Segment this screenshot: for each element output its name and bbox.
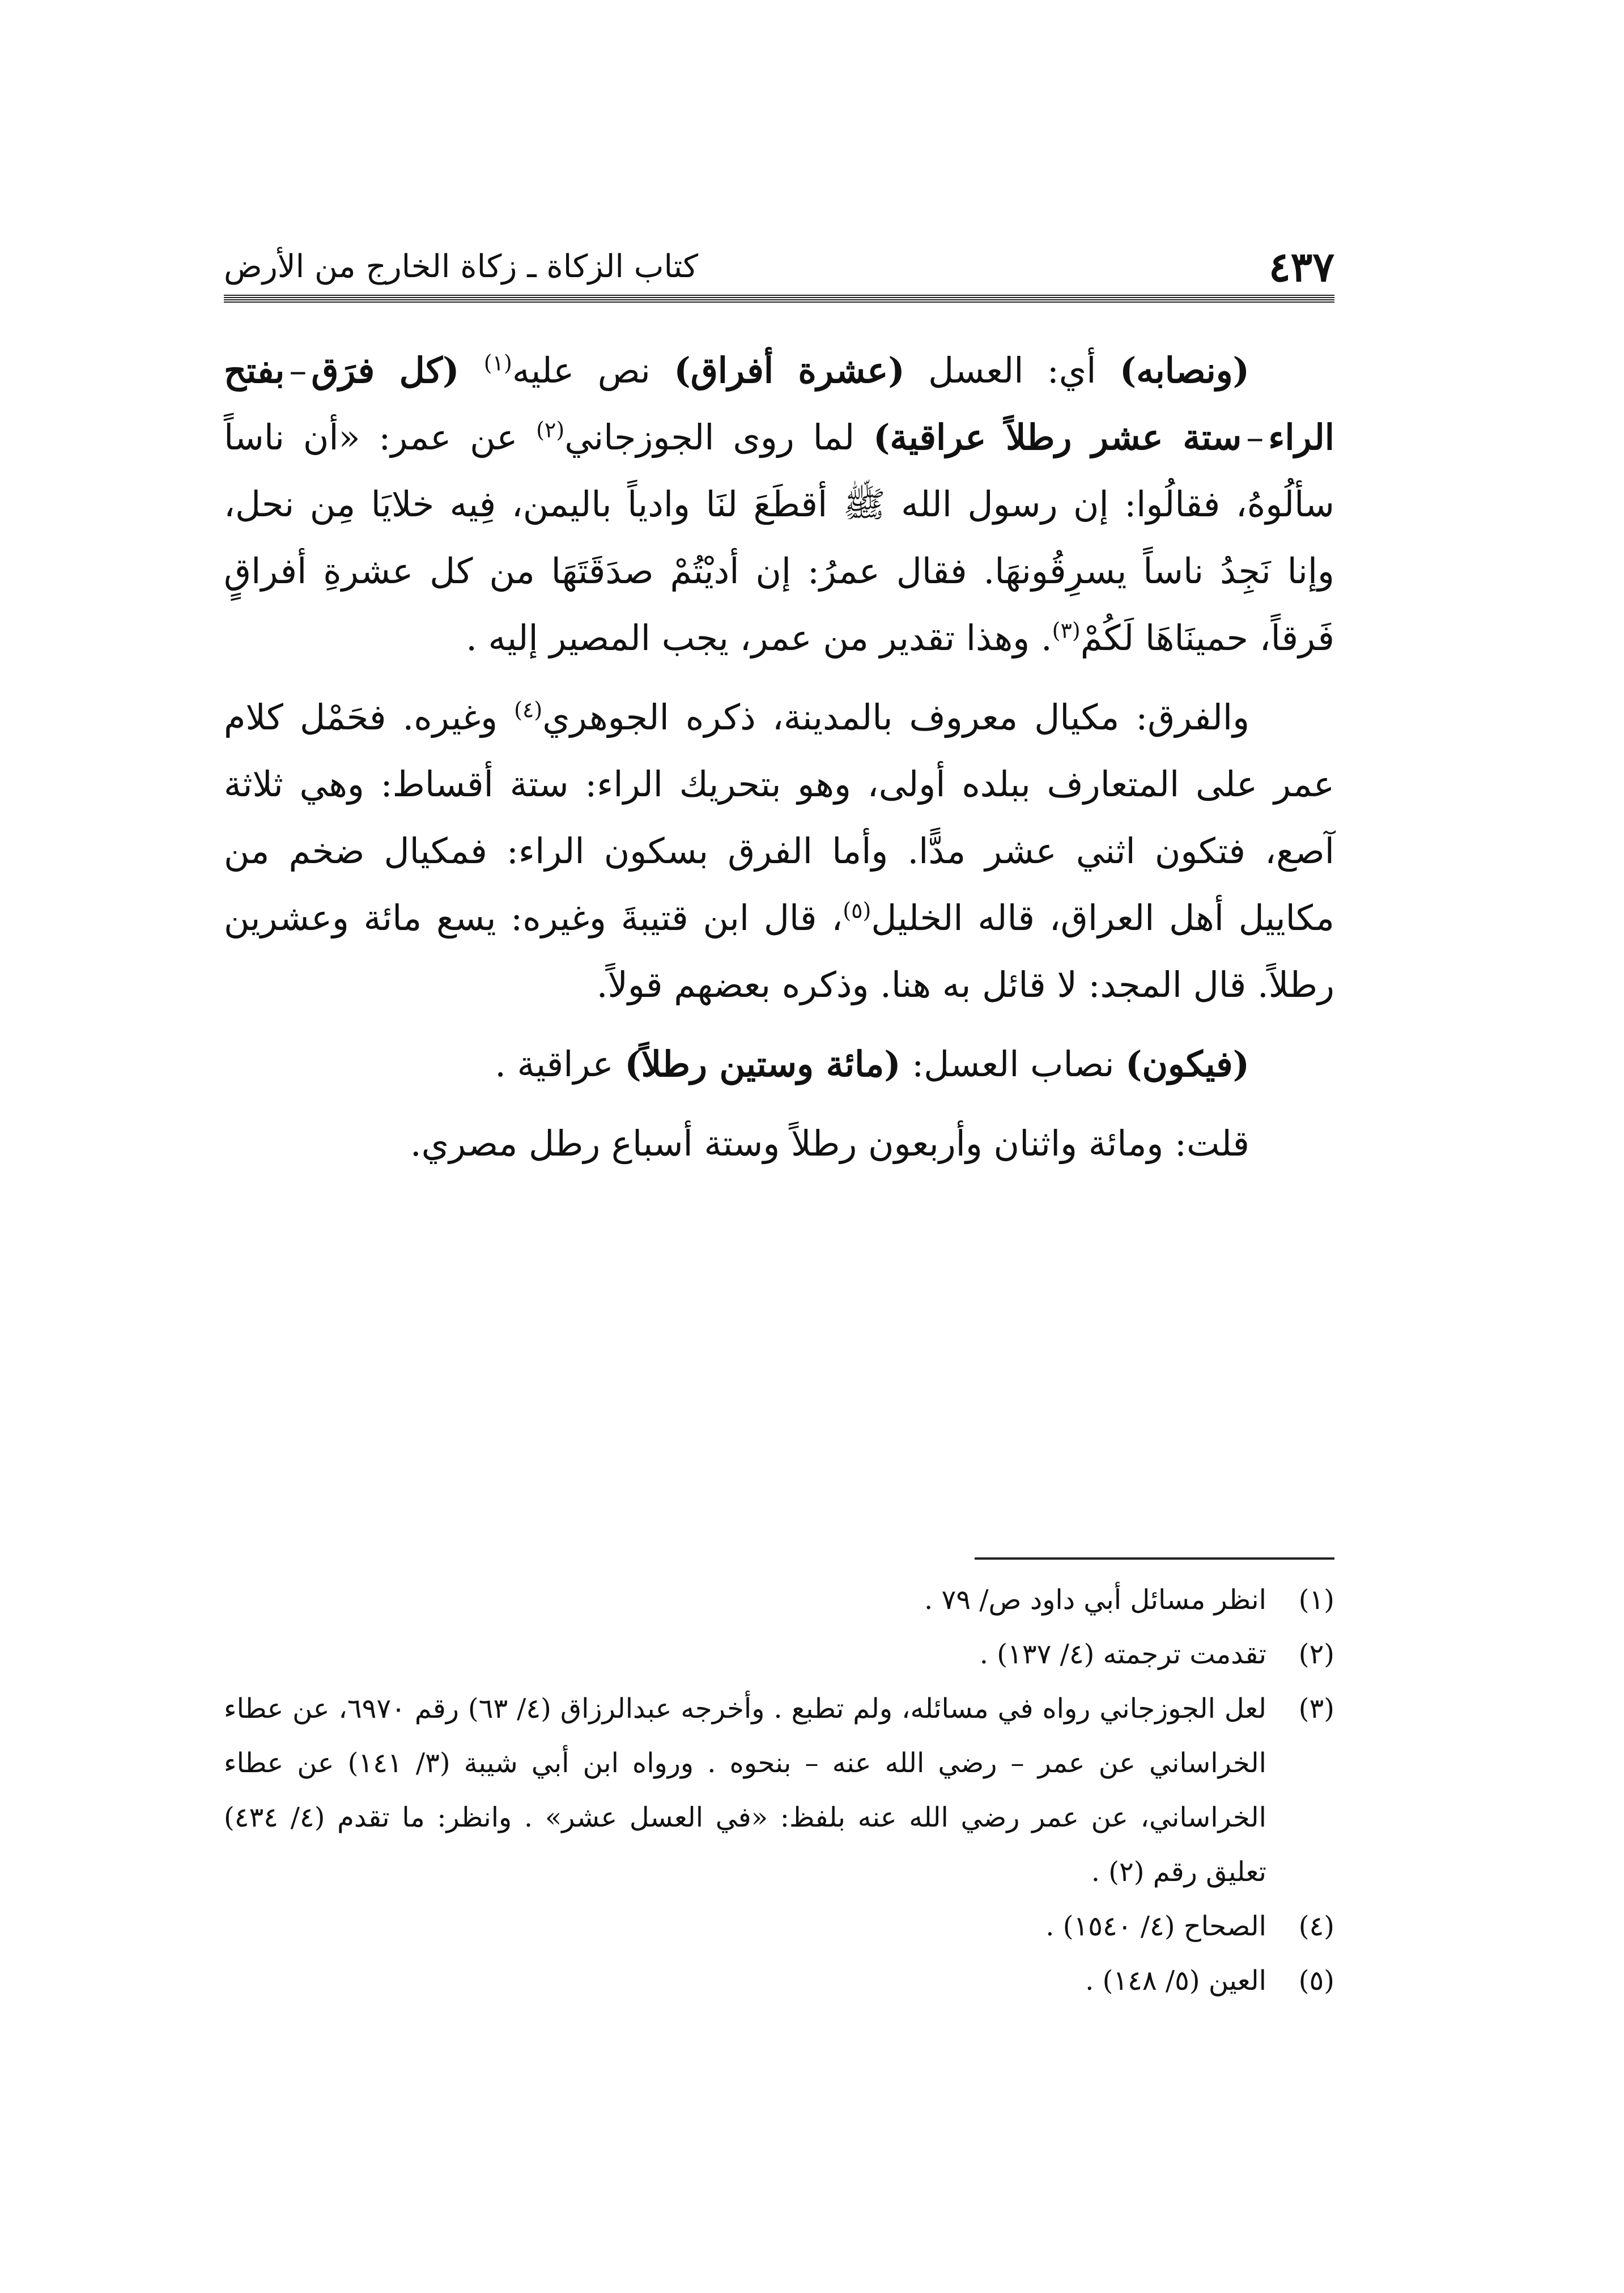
- text-run: نصاب العسل:: [900, 1043, 1126, 1085]
- footnote-number: (٥): [1298, 1965, 1334, 1997]
- footnote-text: لعل الجوزجاني رواه في مسائله، ولم تطبع . وأخرجه عبدالرزاق (٤/ ٦٣) رقم ٦٩٧٠، عن عطاء الخراساني عن عمر – رضي الله عنه – بنحوه . ورواه ابن أبي شيبة (٣/ ١٤١) عن عطاء الخراساني، عن عمر رضي الله عنه بلفظ: «في العسل عشر» . وانظر: ما تقدم (٤/ ٤٣٤) تعليق رقم (٢) .: [224, 1693, 1267, 1888]
- footnote-3: [224, 1681, 1334, 1899]
- footnote-2: [224, 1627, 1334, 1681]
- page-header: [224, 238, 1334, 295]
- text-run: نص عليه: [512, 350, 674, 391]
- dash: –: [1246, 417, 1264, 458]
- footnote-number: (١): [1298, 1584, 1334, 1616]
- footnote-text: الصحاح (٤/ ١٥٤٠) .: [1045, 1910, 1266, 1942]
- footnote-number: (٣): [1298, 1693, 1334, 1725]
- bold-term: (كل فرَق: [311, 350, 484, 391]
- bold-term: ستة عشر رطلاً عراقية): [873, 417, 1242, 458]
- bold-term: (ونصابه): [1119, 350, 1249, 391]
- footnote-ref-5: (٥): [843, 898, 871, 923]
- paragraph-nisab: [224, 337, 1334, 672]
- footnote-4: [224, 1899, 1334, 1954]
- bold-term: (مائة وستين رطلاً): [624, 1043, 901, 1085]
- footnote-number: (٢): [1298, 1638, 1334, 1670]
- paragraph-note: [224, 1110, 1334, 1177]
- bold-term: (عشرة أفراق): [674, 350, 905, 391]
- footnote-ref-2: (٢): [536, 417, 565, 443]
- text-run: والفرق: مكيال معروف بالمدينة، ذكره الجوهري: [542, 697, 1250, 738]
- main-text: [224, 337, 1334, 1190]
- bold-term: (فيكون): [1125, 1043, 1249, 1085]
- text-run: أي: العسل: [904, 350, 1120, 391]
- dash: –: [289, 350, 307, 391]
- bold-term: بفتح الراء: [224, 350, 1334, 458]
- text-run: قلت: ومائة واثنان وأربعون رطلاً وستة أسباع رطل مصري.: [410, 1123, 1249, 1164]
- footnote-text: العين (٥/ ١٤٨) .: [1085, 1965, 1266, 1997]
- text-run: . وهذا تقدير من عمر، يجب المصير إليه .: [466, 617, 1052, 659]
- footnote-ref-3: (٣): [1052, 618, 1081, 643]
- page-number: ٤٣٧: [1268, 242, 1334, 291]
- footnotes: [224, 1573, 1334, 2008]
- footnote-1: [224, 1573, 1334, 1627]
- footnote-text: تقدمت ترجمته (٤/ ١٣٧) .: [979, 1638, 1266, 1670]
- text-run: عن عمر: «أن ناساً سألُوهُ، فقالُوا: إن رسول الله ﷺ أقطَعَ لنَا وادياً باليمن، فِيه خلايَا مِن نحل، وإنا نَجِدُ ناساً يسرِقُونهَا. فقال عمرُ: إن أديْتُمْ صدَقَتَهَا من كل عشرةِ أفراقٍ فَرقاً، حمينَاهَا لَكُمْ: [224, 417, 1334, 659]
- text-run: وغيره. فحَمْل كلام عمر على المتعارف ببلده أولى، وهو بتحريك الراء: ستة أقساط: وهي ثلاثة آصع، فتكون اثني عشر مدًّا. وأما الفرق بسكون الراء: فمكيال ضخم من مكاييل أهل العراق، قاله الخليل: [224, 697, 1334, 939]
- footnote-5: [224, 1954, 1334, 2008]
- paragraph-faraq: [224, 684, 1334, 1018]
- footnote-separator: [975, 1557, 1334, 1560]
- footnote-ref-4: (٤): [514, 697, 543, 723]
- header-rule: [224, 295, 1334, 303]
- paragraph-honey-nisab: [224, 1031, 1334, 1098]
- footnote-number: (٤): [1298, 1910, 1334, 1942]
- text-run: لما روى الجوزجاني: [564, 417, 874, 458]
- footnote-ref-1: (١): [483, 350, 512, 376]
- running-title: كتاب الزكاة ـ زكاة الخارج من الأرض: [224, 248, 699, 285]
- text-run: عراقية .: [495, 1043, 625, 1085]
- text-run: ، قال ابن قتيبةَ وغيره: يسع مائة وعشرين رطلاً. قال المجد: لا قائل به هنا. وذكره بعضهم قولاً.: [224, 897, 1334, 1005]
- footnote-text: انظر مسائل أبي داود ص/ ٧٩ .: [924, 1584, 1266, 1616]
